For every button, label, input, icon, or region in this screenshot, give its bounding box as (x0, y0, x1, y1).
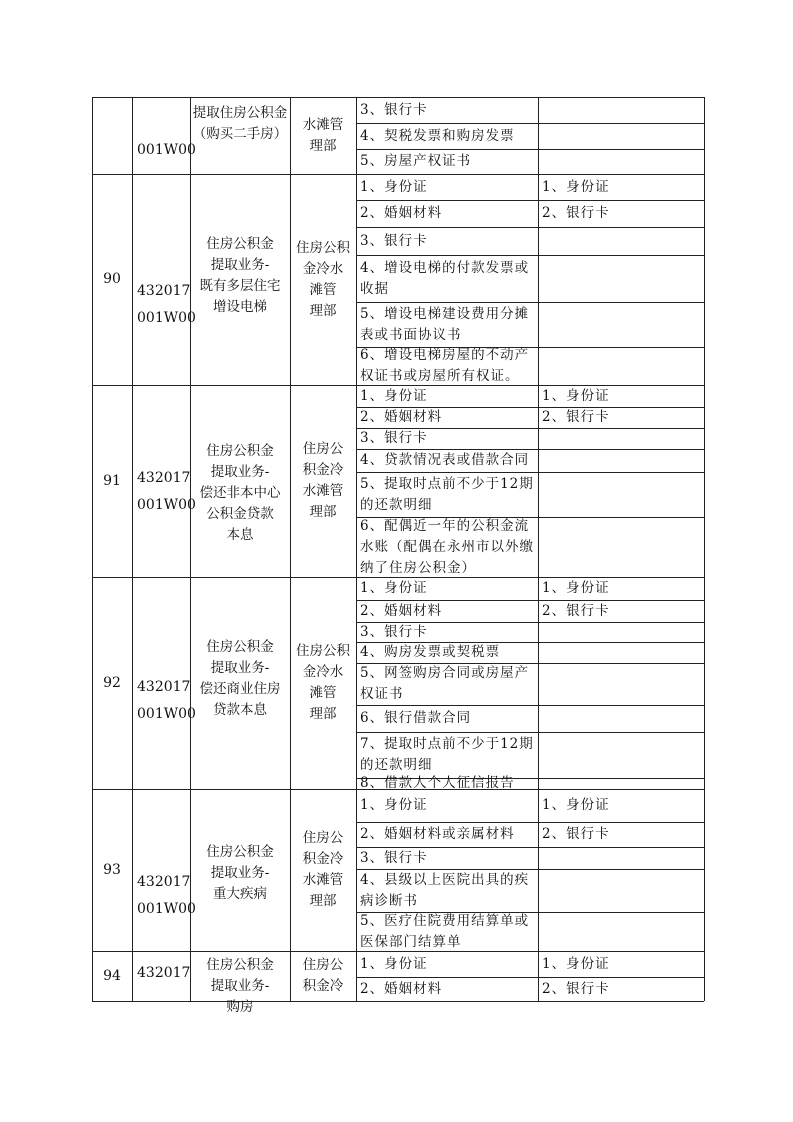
reduced-material (538, 847, 704, 869)
grid-column-line (290, 97, 291, 1001)
reduced-material (538, 517, 704, 577)
reduced-material: 2、银行卡 (542, 602, 610, 619)
department: 水滩管 理部 (302, 116, 344, 154)
reduced-material (538, 449, 704, 472)
item-name: 住房公积金 提取业务- 既有多层住宅 增设电梯 (199, 236, 281, 315)
required-material: 6、增设电梯房屋的不动产权证书或房屋所有权证。 (360, 347, 530, 384)
item-code-line1: 432017 (137, 965, 191, 981)
row-index: 94 (103, 967, 121, 984)
reduced-material (538, 347, 704, 385)
reduced-material (538, 302, 704, 347)
grid-column-line (132, 97, 133, 1001)
item-code-line2: 001W00 (137, 706, 196, 722)
required-material: 4、购房发票或契税票 (360, 644, 501, 660)
required-material: 6、银行借款合同 (360, 710, 472, 726)
reduced-material (538, 642, 704, 663)
required-material: 2、婚姻材料 (360, 602, 443, 619)
row-index: 91 (103, 472, 121, 489)
reduced-material (538, 149, 704, 174)
grid-column-line (704, 97, 705, 1001)
reduced-material: 1、身份证 (542, 797, 610, 813)
required-material: 2、婚姻材料或亲属材料 (360, 826, 515, 842)
reduced-material (538, 472, 704, 517)
required-material: 2、婚姻材料 (360, 205, 443, 221)
required-material: 3、银行卡 (360, 101, 428, 118)
reduced-material (538, 428, 704, 449)
row-index: 93 (103, 861, 121, 878)
required-material: 1、身份证 (360, 797, 428, 813)
reduced-material: 2、银行卡 (542, 826, 610, 842)
reduced-material (538, 732, 704, 778)
required-material: 1、身份证 (360, 387, 428, 404)
required-material: 4、增设电梯的付款发票或收据 (360, 259, 530, 297)
reduced-material (538, 227, 704, 255)
item-code-line1 (137, 113, 189, 134)
item-name: 提取住房公积金 （购买二手房） (192, 105, 288, 142)
reduced-material (538, 705, 704, 732)
reduced-material: 2、银行卡 (542, 980, 610, 997)
grid-column-line (190, 97, 191, 1001)
item-code-line2: 001W00 (137, 310, 196, 326)
reduced-material: 1、身份证 (542, 580, 610, 596)
row-index: 90 (103, 271, 121, 287)
item-name: 住房公积金 提取业务- 重大疾病 (206, 844, 274, 902)
item-code-line1: 432017 (137, 874, 191, 890)
required-material: 5、提取时点前不少于12期的还款明细 (360, 475, 534, 513)
reduced-material: 1、身份证 (542, 178, 610, 195)
required-material: 1、身份证 (360, 955, 428, 972)
reduced-material (538, 778, 704, 789)
required-material: 3、银行卡 (360, 232, 428, 249)
department: 住房公 积金冷 水滩管 理部 (302, 441, 344, 520)
reduced-material: 1、身份证 (542, 955, 610, 972)
department: 住房公积 金冷水 滩管 理部 (296, 239, 350, 319)
required-material: 4、贷款情况表或借款合同 (360, 452, 530, 468)
required-material: 4、县级以上医院出具的疾病诊断书 (360, 871, 530, 909)
required-material: 1、身份证 (360, 178, 428, 195)
department: 住房公 积金冷 (302, 957, 344, 994)
department: 住房公 积金冷 水滩管 理部 (302, 830, 344, 909)
department: 住房公积 金冷水 滩管 理部 (296, 643, 350, 722)
item-code-line2: 001W00 (137, 497, 196, 513)
required-material: 7、提取时点前不少于12期的还款明细 (360, 736, 534, 773)
required-material: 6、配偶近一年的公积金流水账（配偶在永州市以外缴纳了住房公积金） (360, 517, 534, 576)
reduced-material: 1、身份证 (542, 387, 610, 404)
material-table (92, 97, 704, 1015)
reduced-material (538, 97, 704, 123)
reduced-material (538, 622, 704, 642)
required-material: 3、银行卡 (360, 430, 428, 446)
required-material: 5、房屋产权证书 (360, 153, 472, 169)
reduced-material (538, 663, 704, 705)
required-material: 4、契税发票和购房发票 (360, 127, 515, 144)
reduced-material (538, 123, 704, 149)
item-code-line2: 001W00 (137, 901, 196, 917)
reduced-material (538, 869, 704, 912)
required-material: 5、增设电梯建设费用分摊表或书面协议书 (360, 305, 530, 343)
required-material: 3、银行卡 (360, 849, 428, 866)
reduced-material: 2、银行卡 (542, 205, 610, 221)
item-name: 住房公积金 提取业务- 偿还非本中心 公积金贷款 本息 (199, 443, 281, 543)
required-material: 3、银行卡 (360, 623, 428, 640)
required-material: 5、网签购房合同或房屋产权证书 (360, 665, 530, 702)
reduced-material (538, 255, 704, 302)
item-code-line2 (137, 990, 189, 1011)
item-code-line1: 432017 (137, 283, 191, 299)
required-material: 8、借款人个人征信报告 (360, 775, 515, 791)
required-material: 2、婚姻材料 (360, 409, 443, 425)
item-name: 住房公积金 提取业务- 购房 (206, 957, 274, 1015)
reduced-material: 2、银行卡 (542, 409, 610, 425)
row-index: 92 (103, 674, 121, 691)
required-material: 2、婚姻材料 (360, 980, 443, 997)
row-index (92, 97, 132, 174)
reduced-material (538, 912, 704, 951)
item-code-line1: 432017 (137, 470, 191, 486)
item-code-line1: 432017 (137, 679, 191, 695)
item-code-line2: 001W00 (137, 142, 196, 158)
item-name: 住房公积金 提取业务- 偿还商业住房 贷款本息 (199, 639, 281, 718)
required-material: 5、医疗住院费用结算单或医保部门结算单 (360, 912, 530, 950)
required-material: 1、身份证 (360, 580, 428, 596)
